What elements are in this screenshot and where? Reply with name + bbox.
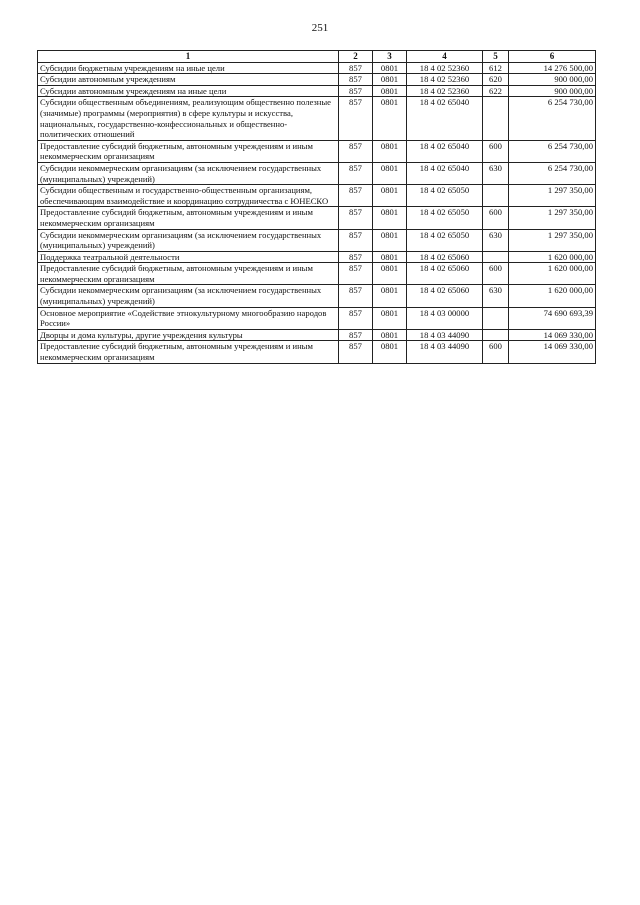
item-name-cell: Субсидии общественным и государственно-общественным организациям, обеспечивающим взаимодействие и координацию сотрудничества с ЮНЕСКО	[38, 185, 339, 207]
section-code-cell: 0801	[373, 285, 407, 307]
ministry-code-cell: 857	[339, 263, 373, 285]
item-name-cell: Субсидии некоммерческим организациям (за исключением государственных (муниципальных) учреждений)	[38, 229, 339, 251]
table-row	[38, 162, 596, 184]
section-code-cell: 0801	[373, 185, 407, 207]
budget-table	[37, 50, 596, 364]
table-row	[38, 62, 596, 74]
item-name-cell: Субсидии бюджетным учреждениям на иные цели	[38, 62, 339, 74]
target-article-cell: 18 4 02 65060	[407, 285, 483, 307]
target-article-cell: 18 4 02 52360	[407, 85, 483, 97]
amount-cell: 1 620 000,00	[509, 251, 596, 263]
ministry-code-cell: 857	[339, 307, 373, 329]
expense-type-cell: 630	[483, 229, 509, 251]
section-code-cell: 0801	[373, 162, 407, 184]
column-header: 5	[483, 51, 509, 63]
table-row	[38, 85, 596, 97]
expense-type-cell: 620	[483, 74, 509, 86]
target-article-cell: 18 4 03 00000	[407, 307, 483, 329]
expense-type-cell: 600	[483, 207, 509, 229]
table-row	[38, 251, 596, 263]
section-code-cell: 0801	[373, 251, 407, 263]
expense-type-cell: 630	[483, 162, 509, 184]
expense-type-cell: 630	[483, 285, 509, 307]
section-code-cell: 0801	[373, 140, 407, 162]
target-article-cell: 18 4 02 65040	[407, 140, 483, 162]
table-header-row	[38, 51, 596, 63]
table-row	[38, 207, 596, 229]
item-name-cell: Основное мероприятие «Содействие этнокультурному многообразию народов России»	[38, 307, 339, 329]
ministry-code-cell: 857	[339, 251, 373, 263]
target-article-cell: 18 4 02 65050	[407, 185, 483, 207]
table-row	[38, 341, 596, 363]
target-article-cell: 18 4 03 44090	[407, 341, 483, 363]
section-code-cell: 0801	[373, 74, 407, 86]
table-row	[38, 140, 596, 162]
target-article-cell: 18 4 02 52360	[407, 74, 483, 86]
amount-cell: 14 069 330,00	[509, 329, 596, 341]
amount-cell: 6 254 730,00	[509, 140, 596, 162]
target-article-cell: 18 4 02 65050	[407, 229, 483, 251]
expense-type-cell	[483, 251, 509, 263]
target-article-cell: 18 4 02 65060	[407, 263, 483, 285]
table-row	[38, 329, 596, 341]
ministry-code-cell: 857	[339, 229, 373, 251]
item-name-cell: Предоставление субсидий бюджетным, автономным учреждениям и иным некоммерческим организациям	[38, 207, 339, 229]
amount-cell: 1 297 350,00	[509, 229, 596, 251]
ministry-code-cell: 857	[339, 329, 373, 341]
amount-cell: 6 254 730,00	[509, 162, 596, 184]
item-name-cell: Субсидии некоммерческим организациям (за исключением государственных (муниципальных) учреждений)	[38, 162, 339, 184]
table-row	[38, 263, 596, 285]
expense-type-cell: 612	[483, 62, 509, 74]
column-header: 1	[38, 51, 339, 63]
item-name-cell: Предоставление субсидий бюджетным, автономным учреждениям и иным некоммерческим организациям	[38, 140, 339, 162]
expense-type-cell: 600	[483, 263, 509, 285]
item-name-cell: Субсидии автономным учреждениям на иные цели	[38, 85, 339, 97]
table-body	[38, 62, 596, 363]
table-row	[38, 285, 596, 307]
section-code-cell: 0801	[373, 97, 407, 140]
column-header: 3	[373, 51, 407, 63]
expense-type-cell	[483, 185, 509, 207]
table-row	[38, 97, 596, 140]
section-code-cell: 0801	[373, 62, 407, 74]
ministry-code-cell: 857	[339, 341, 373, 363]
ministry-code-cell: 857	[339, 74, 373, 86]
column-header: 4	[407, 51, 483, 63]
ministry-code-cell: 857	[339, 162, 373, 184]
page-number: 251	[311, 22, 329, 34]
item-name-cell: Поддержка театральной деятельности	[38, 251, 339, 263]
amount-cell: 1 620 000,00	[509, 263, 596, 285]
amount-cell: 1 297 350,00	[509, 207, 596, 229]
ministry-code-cell: 857	[339, 62, 373, 74]
section-code-cell: 0801	[373, 85, 407, 97]
amount-cell: 14 276 500,00	[509, 62, 596, 74]
item-name-cell: Субсидии общественным объединениям, реализующим общественно полезные (значимые) программы (мероприятия) в сфере культуры и искусства, национальных, государственно-конфессиональных и общественно-политических отношений	[38, 97, 339, 140]
ministry-code-cell: 857	[339, 185, 373, 207]
target-article-cell: 18 4 02 65050	[407, 207, 483, 229]
target-article-cell: 18 4 02 65060	[407, 251, 483, 263]
item-name-cell: Предоставление субсидий бюджетным, автономным учреждениям и иным некоммерческим организациям	[38, 263, 339, 285]
section-code-cell: 0801	[373, 229, 407, 251]
table-row	[38, 74, 596, 86]
ministry-code-cell: 857	[339, 85, 373, 97]
section-code-cell: 0801	[373, 263, 407, 285]
expense-type-cell: 600	[483, 341, 509, 363]
column-header: 6	[509, 51, 596, 63]
expense-type-cell	[483, 329, 509, 341]
ministry-code-cell: 857	[339, 140, 373, 162]
amount-cell: 6 254 730,00	[509, 97, 596, 140]
section-code-cell: 0801	[373, 341, 407, 363]
table-row	[38, 307, 596, 329]
ministry-code-cell: 857	[339, 207, 373, 229]
expense-type-cell: 600	[483, 140, 509, 162]
target-article-cell: 18 4 03 44090	[407, 329, 483, 341]
amount-cell: 900 000,00	[509, 85, 596, 97]
expense-type-cell: 622	[483, 85, 509, 97]
item-name-cell: Субсидии автономным учреждениям	[38, 74, 339, 86]
amount-cell: 900 000,00	[509, 74, 596, 86]
amount-cell: 74 690 693,39	[509, 307, 596, 329]
table-row	[38, 185, 596, 207]
amount-cell: 1 297 350,00	[509, 185, 596, 207]
table-row	[38, 229, 596, 251]
section-code-cell: 0801	[373, 307, 407, 329]
amount-cell: 1 620 000,00	[509, 285, 596, 307]
target-article-cell: 18 4 02 65040	[407, 162, 483, 184]
target-article-cell: 18 4 02 65040	[407, 97, 483, 140]
amount-cell: 14 069 330,00	[509, 341, 596, 363]
item-name-cell: Дворцы и дома культуры, другие учреждения культуры	[38, 329, 339, 341]
expense-type-cell	[483, 97, 509, 140]
item-name-cell: Предоставление субсидий бюджетным, автономным учреждениям и иным некоммерческим организациям	[38, 341, 339, 363]
ministry-code-cell: 857	[339, 97, 373, 140]
ministry-code-cell: 857	[339, 285, 373, 307]
target-article-cell: 18 4 02 52360	[407, 62, 483, 74]
item-name-cell: Субсидии некоммерческим организациям (за исключением государственных (муниципальных) учреждений)	[38, 285, 339, 307]
expense-type-cell	[483, 307, 509, 329]
column-header: 2	[339, 51, 373, 63]
section-code-cell: 0801	[373, 329, 407, 341]
section-code-cell: 0801	[373, 207, 407, 229]
